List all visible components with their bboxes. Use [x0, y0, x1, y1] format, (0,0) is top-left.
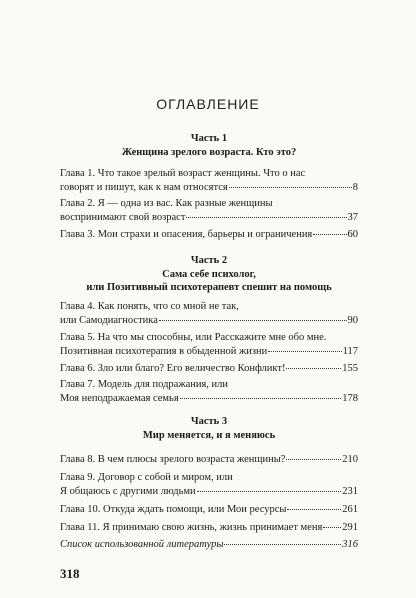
entry-line: или Самодиагностика [60, 314, 158, 326]
entry-line: Глава 2. Я — одна из вас. Как разные женщины [60, 198, 273, 209]
entry-line: Глава 6. Зло или благо? Его величество Конфликт! [60, 363, 286, 374]
part-1-title: Женщина зрелого возраста. Кто это? [121, 146, 297, 158]
toc-entry-chapter-6[interactable] [60, 362, 358, 376]
page-ref: 210 [342, 454, 358, 465]
part-2-heading [60, 254, 358, 295]
leader-dots [268, 351, 341, 352]
toc-entry-chapter-9[interactable] [60, 471, 358, 498]
part-2-title-line-1: Сама себе психолог, [162, 268, 256, 280]
entry-line: Глава 8. В чем плюсы зрелого возраста женщины? [60, 454, 286, 465]
leader-dots [159, 320, 347, 321]
page-ref: 60 [347, 229, 358, 240]
page-ref: 261 [342, 504, 358, 515]
part-3-title: Мир меняется, и я меняюсь [142, 429, 276, 441]
entry-line: Я общаюсь с другими людьми [60, 485, 196, 497]
leader-dots [186, 217, 346, 218]
page-ref: 316 [342, 539, 358, 550]
toc-entry-chapter-3[interactable] [60, 228, 358, 242]
part-2-title-line-2: или Позитивный психотерапевт спешит на помощь [86, 282, 332, 293]
leader-dots [224, 544, 341, 545]
leader-dots [323, 527, 341, 528]
leader-dots [229, 187, 352, 188]
leader-dots [197, 491, 342, 492]
leader-dots [286, 459, 341, 460]
entry-line: Глава 9. Договор с собой и миром, или [60, 472, 233, 483]
leader-dots [286, 368, 341, 369]
toc-entry-chapter-10[interactable] [60, 503, 358, 517]
page-ref: 117 [342, 345, 358, 357]
page-number: 318 [60, 566, 80, 581]
page-ref: 8 [352, 181, 358, 193]
entry-line: Глава 5. На что мы способны, или Расскажите мне обо мне. [60, 332, 327, 343]
part-1-label: Часть 1 [190, 133, 228, 144]
toc-entry-chapter-2[interactable] [60, 197, 358, 224]
entry-line: Глава 4. Как понять, что со мной не так, [60, 301, 239, 312]
page-ref: 90 [347, 314, 358, 326]
toc-entry-chapter-8[interactable] [60, 453, 358, 467]
entry-line: Список использованной литературы [60, 539, 224, 550]
toc-entry-chapter-11[interactable] [60, 521, 358, 535]
page-ref: 155 [342, 363, 358, 374]
entry-line: воспринимают свой возраст [60, 211, 186, 223]
leader-dots [180, 398, 342, 399]
part-1-heading [60, 132, 358, 159]
entry-line: Глава 3. Мои страхи и опасения, барьеры и ограничения [60, 229, 313, 240]
leader-dots [313, 234, 346, 235]
entry-line: Моя неподражаемая семья [60, 392, 179, 404]
entry-line: Глава 11. Я принимаю свою жизнь, жизнь принимает меня [60, 522, 323, 533]
entry-line: Глава 7. Модель для подражания, или [60, 379, 229, 390]
leader-dots [287, 509, 341, 510]
toc-entry-chapter-5[interactable] [60, 331, 358, 358]
page-ref: 178 [342, 392, 358, 404]
toc-entry-chapter-7[interactable] [60, 378, 358, 405]
entry-line: Глава 10. Откуда ждать помощи, или Мои ресурсы [60, 504, 287, 515]
page-ref: 37 [347, 211, 358, 223]
part-3-heading [60, 415, 358, 442]
part-3-label: Часть 3 [190, 416, 228, 427]
part-2-label: Часть 2 [190, 255, 228, 266]
page-ref: 291 [342, 522, 358, 533]
entry-line: говорят и пишут, как к нам относятся [60, 181, 228, 193]
toc-entry-chapter-4[interactable] [60, 300, 358, 327]
toc-entry-chapter-1[interactable] [60, 167, 358, 194]
page-ref: 231 [342, 485, 358, 497]
entry-line: Глава 1. Что такое зрелый возраст женщины. Что о нас [60, 168, 306, 179]
entry-line: Позитивная психотерапия в обыденной жизни [60, 345, 268, 357]
toc-entry-bibliography[interactable] [60, 538, 358, 552]
toc-title: ОГЛАВЛЕНИЕ [156, 96, 260, 112]
